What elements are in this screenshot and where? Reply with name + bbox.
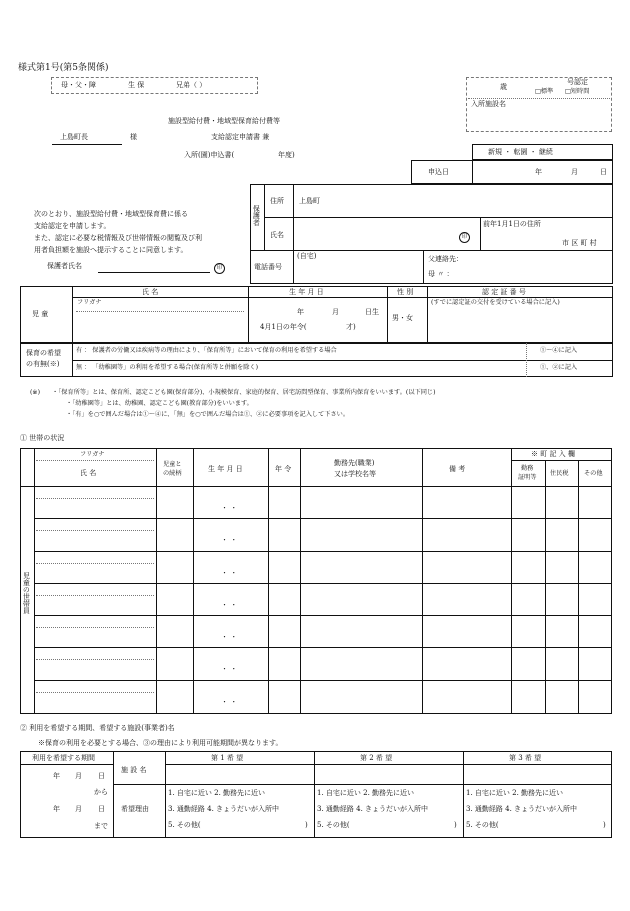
child-furigana-label: フリガナ — [77, 299, 102, 306]
town-use-header: ※ 町 記 入 欄 — [531, 450, 575, 458]
child-sex-options[interactable]: 男・女 — [392, 314, 413, 322]
household-row-dob-dots: ・ ・ — [221, 665, 238, 674]
declaration-line4: 用者負担額を施設へ提示することに同意します。 — [34, 246, 188, 254]
reason-other-close-1: ) — [305, 821, 308, 829]
declaration-line2: 支給認定を申請します。 — [34, 222, 111, 230]
hope-yes-note: ①～④に記入 — [540, 347, 578, 354]
household-row-dob-dots: ・ ・ — [221, 536, 238, 545]
period-from-year: 年 — [53, 772, 60, 780]
type-welfare-option[interactable]: 生 保 — [128, 81, 145, 89]
guardian-section-label: 保護者 — [252, 205, 261, 226]
reason-other-1[interactable]: 5. その他( — [168, 821, 201, 829]
application-date-label: 申込日 — [428, 168, 449, 176]
notes-mark: (※) — [30, 389, 41, 396]
household-dob-header: 生 年 月 日 — [208, 465, 243, 473]
declaration-line1: 次のとおり、施設型給付費・地域型保育費に係る — [34, 210, 188, 218]
date-month-unit: 月 — [571, 168, 578, 176]
declaration-line3: また、認定に必要な税情報及び世帯情報の閲覧及び利 — [34, 234, 202, 242]
period-from-month: 月 — [75, 772, 82, 780]
household-furigana-header: フリガナ — [80, 451, 105, 458]
signer-label: 保護者氏名 — [47, 262, 82, 270]
hope-no-option[interactable]: 無 ： 「幼稚園等」の利用を希望する場合(保育所等と併願を除く) — [76, 364, 259, 371]
child-cert-note: (すでに認定証の交付を受けている場合に記入) — [431, 299, 560, 306]
household-table — [20, 448, 612, 714]
period-to-day: 日 — [98, 805, 105, 813]
period-to-label: まで — [94, 822, 108, 830]
period-to-month: 月 — [75, 805, 82, 813]
household-age-header: 年 令 — [275, 465, 292, 473]
child-dob-header: 生 年 月 日 — [289, 288, 324, 296]
application-type-options[interactable]: 新規 ・ 転園 ・ 継続 — [488, 148, 553, 156]
reason-header: 希望理由 — [121, 805, 149, 813]
age-unit: 歳 — [500, 83, 507, 91]
reason-other-close-3: ) — [603, 821, 606, 829]
period-note: ※保育の利用を必要とする場合、③の理由により利用可能期間が異なります。 — [38, 739, 283, 747]
type-parent-option[interactable]: 母・父・障 — [61, 81, 96, 89]
date-year-unit: 年 — [535, 168, 542, 176]
phone-home-label: (自宅) — [297, 252, 317, 260]
reason-commute-sibling-1[interactable]: 3. 通勤経路 4. きょうだいが入所中 — [168, 805, 280, 813]
reason-other-3[interactable]: 5. その他( — [466, 821, 499, 829]
father-contact-label: 父連絡先： — [428, 255, 463, 263]
prev-address-suffix: 市 区 町 村 — [562, 239, 597, 247]
child-dob-month: 月 — [332, 308, 339, 316]
hope-label-line2: の有無(※) — [26, 360, 60, 368]
facility-name-header: 施 設 名 — [121, 766, 147, 774]
honorific: 様 — [130, 133, 137, 141]
cert-standard-checkbox[interactable]: □標準 — [535, 88, 554, 95]
period-from-label: から — [94, 788, 108, 796]
reason-commute-sibling-3[interactable]: 3. 通勤経路 4. きょうだいが入所中 — [466, 805, 578, 813]
child-age-suffix: 才) — [346, 323, 356, 331]
mother-contact-label: 母 〃 ： — [428, 270, 454, 278]
child-label: 児 童 — [32, 310, 49, 318]
title-year-suffix: 年度) — [278, 151, 295, 159]
household-row-dob-dots: ・ ・ — [221, 600, 238, 609]
household-name-header: 氏 名 — [80, 469, 97, 477]
reason-commute-sibling-2[interactable]: 3. 通勤経路 4. きょうだいが入所中 — [317, 805, 429, 813]
reason-other-close-2: ) — [454, 821, 457, 829]
child-name-header: 氏 名 — [142, 288, 159, 296]
child-dob-day: 日生 — [365, 308, 379, 316]
hope-label-line1: 保育の希望 — [26, 349, 61, 357]
household-row-dob-dots: ・ ・ — [221, 568, 238, 577]
title-line1: 施設型給付費・地域型保育給付費等 — [168, 117, 280, 125]
date-day-unit: 日 — [600, 168, 607, 176]
guardian-seal: 印 — [459, 232, 470, 243]
facility-name-label: 入所施設名 — [471, 100, 506, 108]
household-remarks-header: 備 考 — [449, 465, 466, 473]
mayor-name: 上島町長 — [60, 133, 88, 141]
period-to-year: 年 — [53, 805, 60, 813]
form-number: 様式第1号(第5条関係) — [18, 63, 109, 73]
address-label: 住所 — [270, 197, 284, 205]
note-line1: ・「保育所等」とは、保育所、認定こども園(保育部分)、小規模保育、家庭的保育、居宅訪問型保育、事業所内保育をいいます。(以下同じ) — [52, 389, 436, 396]
note-line2: ・「幼稚園等」とは、幼稚園、認定こども園(教育部分)をいいます。 — [66, 400, 253, 407]
hope-no-note: ①、②に記入 — [540, 364, 578, 371]
type-sibling-option[interactable]: 兄弟（ ） — [176, 81, 207, 89]
address-value[interactable]: 上島町 — [299, 197, 320, 205]
household-row-dob-dots: ・ ・ — [221, 504, 238, 512]
household-relation-header-2: の続柄 — [163, 470, 182, 477]
reason-near-home-work-3[interactable]: 1. 自宅に近い 2. 勤務先に近い — [466, 789, 564, 797]
household-work-header-1: 勤務先(職業) — [334, 459, 375, 467]
title-line3: 入所(園)申込書( — [184, 151, 235, 159]
household-work-header-2: 又は学校名等 — [334, 470, 376, 478]
reason-near-home-work-2[interactable]: 1. 自宅に近い 2. 勤務先に近い — [317, 789, 415, 797]
period-from-day: 日 — [98, 772, 105, 780]
guardian-name-label: 氏名 — [270, 231, 284, 239]
household-row-dob-dots: ・ ・ — [221, 633, 238, 641]
title-line2: 支給認定申請書 兼 — [211, 133, 270, 141]
prev-address-label: 前年1月1日の住所 — [483, 220, 541, 228]
hope-header-3: 第 3 希 望 — [509, 754, 542, 762]
child-dob-year: 年 — [297, 308, 304, 316]
household-section-title: ① 世帯の状況 — [20, 434, 65, 442]
hope-header-2: 第 2 希 望 — [360, 754, 393, 762]
town-col-work-2: 証明等 — [518, 474, 537, 481]
household-row-dob-dots: ・ ・ — [221, 697, 238, 706]
town-col-work-1: 勤務 — [521, 465, 534, 472]
certification-title: 号認定 — [567, 78, 588, 86]
phone-label: 電話番号 — [254, 263, 282, 271]
hope-header-1: 第 1 希 望 — [211, 754, 244, 762]
cert-short-checkbox[interactable]: □短時間 — [565, 88, 590, 95]
child-age-prefix: 4月1日の年令( — [260, 323, 307, 331]
household-relation-header-1: 児童と — [163, 461, 182, 468]
period-section-title: ② 利用を希望する期間、希望する施設(事業者)名 — [20, 724, 175, 732]
town-col-other: その他 — [584, 470, 603, 477]
child-sex-header: 性 別 — [397, 288, 414, 296]
hope-yes-option[interactable]: 有 ： 保護者の労働又は疾病等の理由により、「保育所等」において保育の利用を希望する場合 — [76, 347, 337, 354]
child-cert-header: 認 定 証 番 号 — [482, 288, 526, 296]
period-label: 利用を希望する期間 — [32, 754, 95, 762]
signer-seal: 印 — [214, 263, 225, 274]
town-col-tax: 住民税 — [550, 470, 569, 477]
reason-near-home-work-1[interactable]: 1. 自宅に近い 2. 勤務先に近い — [168, 789, 266, 797]
reason-other-2[interactable]: 5. その他( — [317, 821, 350, 829]
household-side-label: 児童の世帯員 — [22, 572, 31, 614]
note-line3: ・「有」を○で囲んだ場合は①～④に、「無」を○で囲んだ場合は①、②に必要事項を記入して下さい。 — [66, 411, 350, 418]
